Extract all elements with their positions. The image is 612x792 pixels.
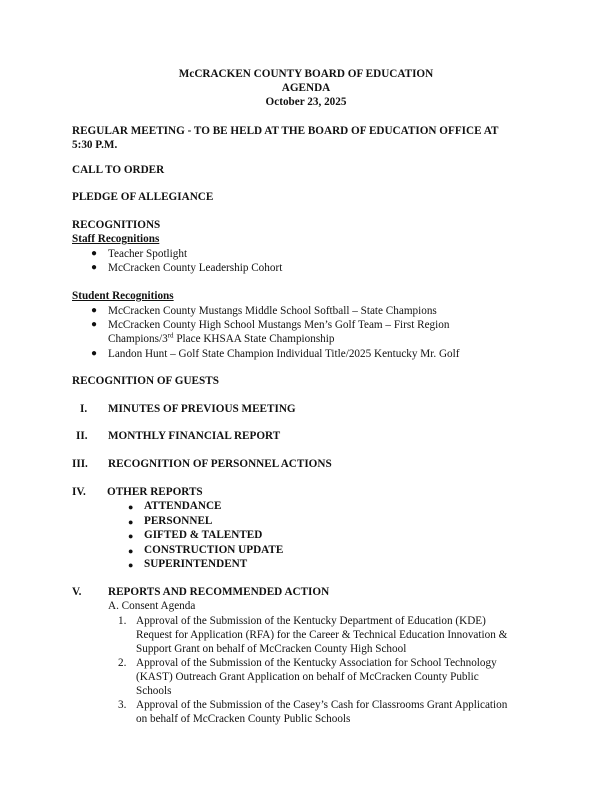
section-title: RECOGNITION OF PERSONNEL ACTIONS	[108, 458, 332, 470]
section-title: MONTHLY FINANCIAL REPORT	[108, 430, 281, 442]
section-number: III.	[72, 458, 88, 470]
recognition-of-guests: RECOGNITION OF GUESTS	[72, 375, 219, 387]
bullet-icon: ●	[91, 319, 98, 330]
consent-item-number: 2.	[118, 657, 127, 669]
doc-type: AGENDA	[281, 82, 331, 94]
bullet-icon: ●	[128, 560, 134, 570]
student-item: Landon Hunt – Golf State Champion Individual Title/2025 Kentucky Mr. Golf	[108, 348, 460, 360]
bullet-icon: ●	[91, 305, 98, 316]
section-title: REPORTS AND RECOMMENDED ACTION	[108, 586, 330, 598]
report-item: CONSTRUCTION UPDATE	[144, 544, 284, 556]
consent-item-number: 3.	[118, 699, 127, 711]
consent-agenda-heading: A. Consent Agenda	[108, 600, 196, 612]
pledge-of-allegiance: PLEDGE OF ALLEGIANCE	[72, 191, 214, 203]
staff-item: McCracken County Leadership Cohort	[108, 262, 283, 274]
recognitions-heading: RECOGNITIONS	[72, 219, 161, 231]
section-title: OTHER REPORTS	[107, 486, 203, 498]
student-recognitions-heading: Student Recognitions	[72, 290, 174, 302]
staff-recognitions-heading: Staff Recognitions	[72, 233, 160, 245]
student-item-text: Place KHSAA State Championship	[173, 333, 335, 345]
bullet-icon: ●	[91, 348, 98, 359]
bullet-icon: ●	[128, 502, 134, 512]
section-number: II.	[76, 430, 88, 442]
student-item: McCracken County High School Mustangs Men’s Golf Team – First Region	[108, 319, 450, 331]
student-item-text: Champions/3	[108, 333, 168, 345]
report-item: SUPERINTENDENT	[144, 558, 248, 570]
consent-item-line: (KAST) Outreach Grant Application on behalf of McCracken County Public	[136, 671, 479, 683]
bullet-icon: ●	[128, 546, 134, 556]
bullet-icon: ●	[128, 517, 134, 527]
consent-item-line: Approval of the Submission of the Kentucky Department of Education (KDE)	[136, 615, 486, 627]
org-title: McCRACKEN COUNTY BOARD OF EDUCATION	[178, 68, 434, 80]
report-item: ATTENDANCE	[144, 500, 222, 512]
meeting-line-1: REGULAR MEETING - TO BE HELD AT THE BOARD OF EDUCATION OFFICE AT	[72, 125, 499, 137]
ordinal-superscript: rd	[167, 331, 174, 340]
consent-item-line: Approval of the Submission of the Kentucky Association for School Technology	[136, 657, 497, 669]
consent-item-line: Request for Application (RFA) for the Career & Technical Education Innovation &	[136, 629, 508, 641]
consent-item-line: on behalf of McCracken County Public Schools	[136, 713, 351, 725]
bullet-icon: ●	[128, 531, 134, 541]
section-number: V.	[72, 586, 82, 598]
section-title: MINUTES OF PREVIOUS MEETING	[108, 403, 296, 415]
call-to-order: CALL TO ORDER	[72, 164, 165, 176]
student-item-continued	[108, 332, 334, 347]
bullet-icon: ●	[91, 248, 98, 259]
meeting-line-2: 5:30 P.M.	[72, 139, 118, 151]
report-item: PERSONNEL	[144, 515, 213, 527]
section-number: IV.	[72, 486, 86, 498]
student-item: McCracken County Mustangs Middle School Softball – State Champions	[108, 305, 437, 317]
meeting-date: October 23, 2025	[265, 96, 347, 108]
report-item: GIFTED & TALENTED	[144, 529, 263, 541]
consent-item-line: Approval of the Submission of the Casey’s Cash for Classrooms Grant Application	[136, 699, 508, 711]
staff-item: Teacher Spotlight	[108, 248, 188, 260]
section-number: I.	[80, 403, 88, 415]
bullet-icon: ●	[91, 262, 98, 273]
consent-item-number: 1.	[118, 615, 127, 627]
consent-item-line: Support Grant on behalf of McCracken County High School	[136, 643, 407, 655]
consent-item-line: Schools	[136, 685, 172, 697]
